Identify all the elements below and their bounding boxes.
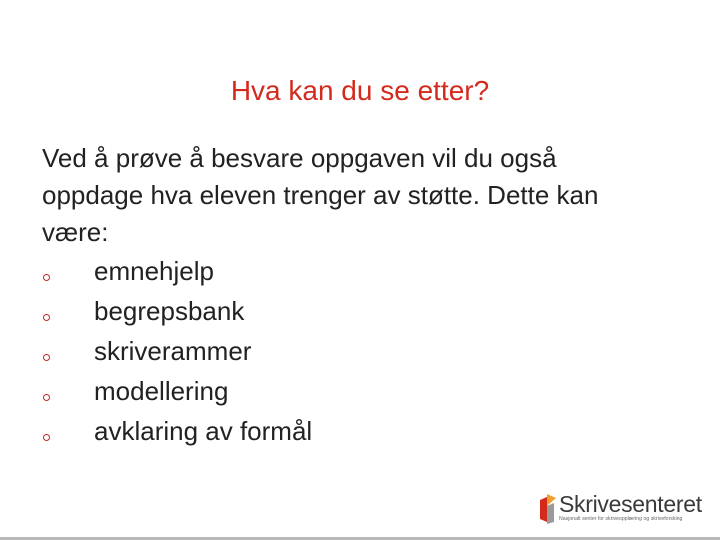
logo-name: Skrivesenteret bbox=[559, 491, 702, 517]
bullet-text: begrepsbank bbox=[94, 296, 245, 326]
bullet-list bbox=[42, 251, 662, 451]
bullet-circle-icon bbox=[43, 314, 50, 321]
list-item bbox=[42, 411, 662, 451]
skrivesenteret-logo-mark-icon bbox=[537, 492, 557, 526]
bullet-text: avklaring av formål bbox=[94, 416, 313, 446]
list-item bbox=[42, 291, 662, 331]
slide-title: Hva kan du se etter? bbox=[230, 75, 490, 106]
bullet-circle-icon bbox=[43, 434, 50, 441]
list-item bbox=[42, 331, 662, 371]
bullet-circle-icon bbox=[43, 274, 50, 281]
slide-body bbox=[42, 140, 662, 451]
bullet-circle-icon bbox=[43, 394, 50, 401]
list-item bbox=[42, 371, 662, 411]
bullet-circle-icon bbox=[43, 354, 50, 361]
intro-text: Ved å prøve å besvare oppgaven vil du også oppdage hva eleven trenger av støtte. Dette kan være: bbox=[42, 143, 599, 247]
bullet-text: skriverammer bbox=[94, 336, 252, 366]
list-item bbox=[42, 251, 662, 291]
bullet-text: emnehjelp bbox=[94, 256, 214, 286]
skrivesenteret-logo bbox=[537, 492, 717, 528]
bullet-text: modellering bbox=[94, 376, 229, 406]
logo-tagline: Nasjonalt senter for skriveopplæring og skriveforsking bbox=[559, 516, 683, 522]
